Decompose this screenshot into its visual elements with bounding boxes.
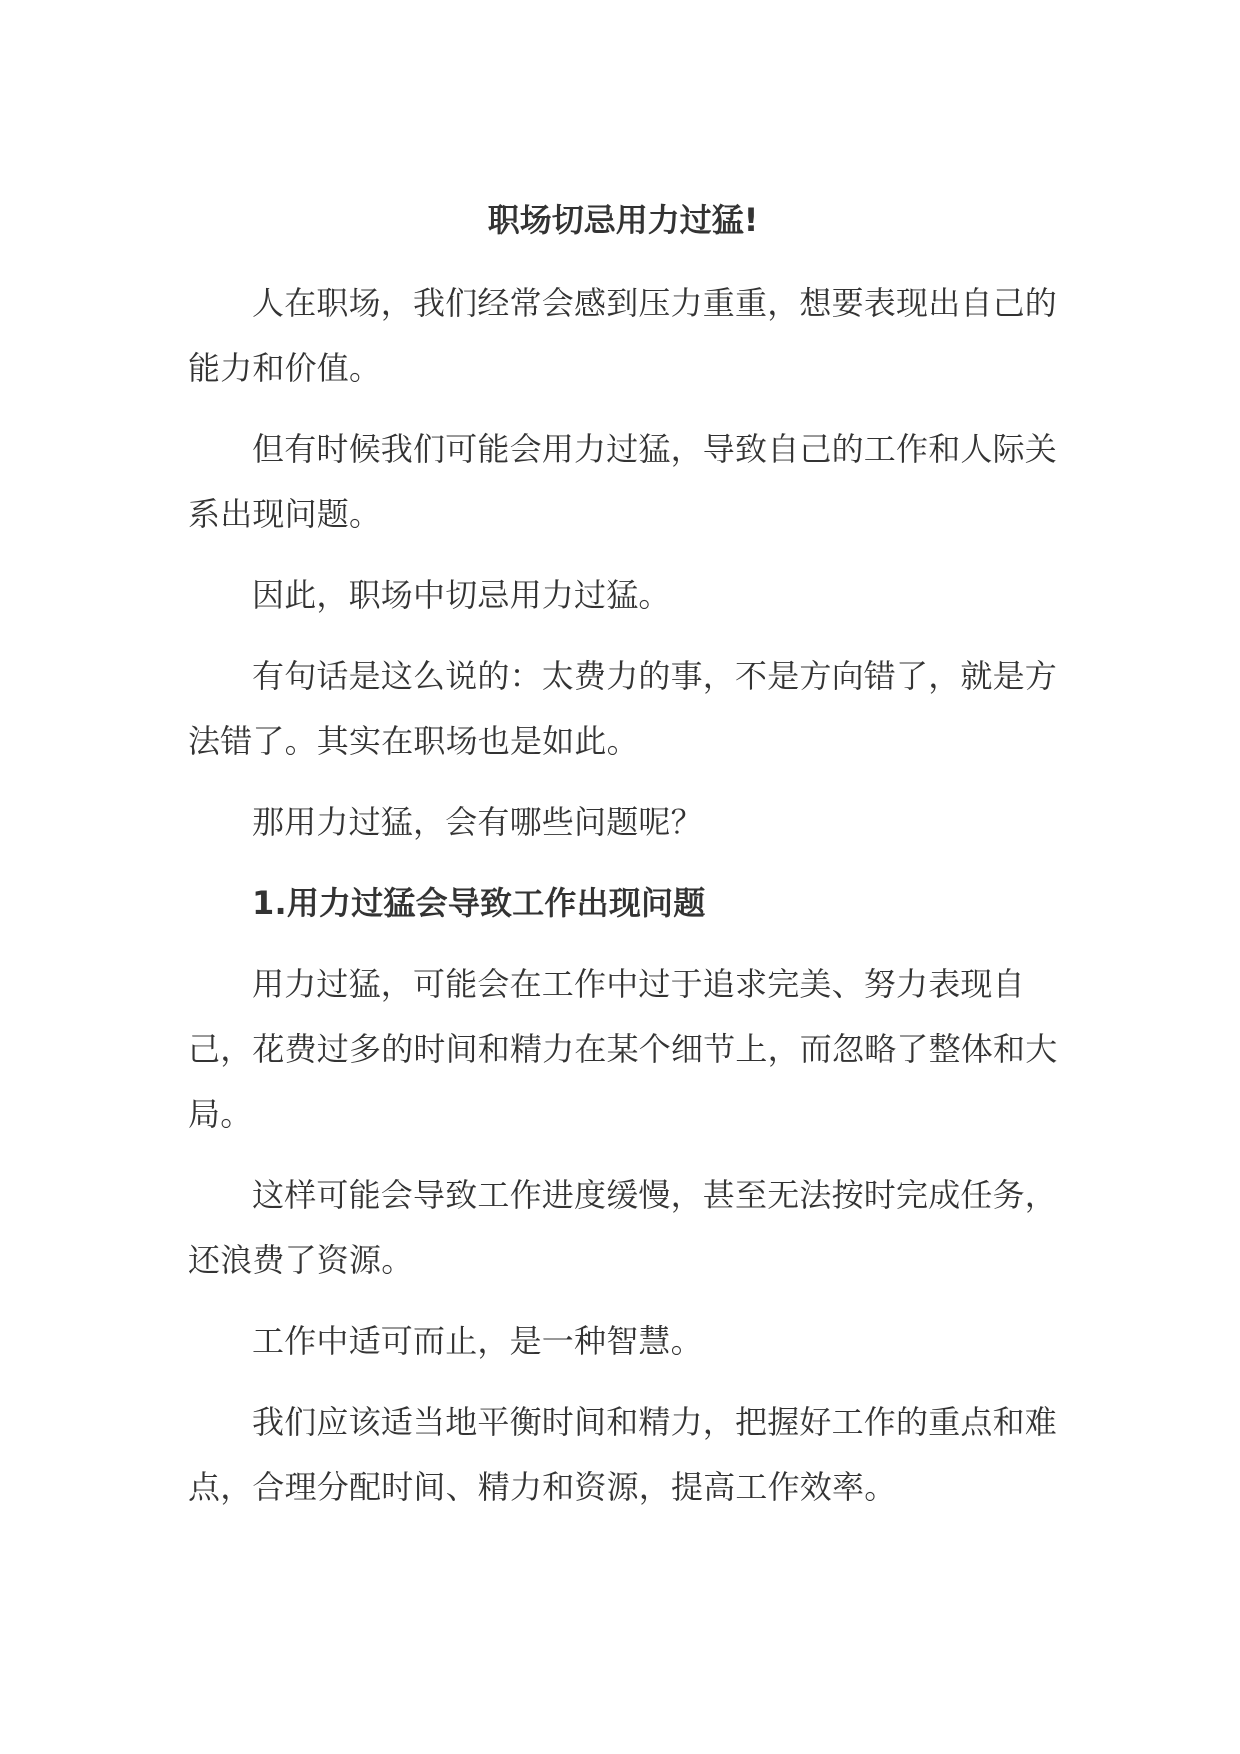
- paragraph-4: 有句话是这么说的：太费力的事，不是方向错了，就是方法错了。其实在职场也是如此。: [188, 657, 1058, 760]
- section-heading-1: 1.用力过猛会导致工作出现问题: [252, 884, 706, 922]
- paragraph-5: 那用力过猛，会有哪些问题呢？: [252, 803, 703, 841]
- paragraph-3: 因此，职场中切忌用力过猛。: [252, 576, 671, 614]
- paragraph-2: 但有时候我们可能会用力过猛，导致自己的工作和人际关系出现问题。: [188, 430, 1058, 533]
- paragraph-6: 用力过猛，可能会在工作中过于追求完美、努力表现自己，花费过多的时间和精力在某个细节上，而忽略了整体和大局。: [188, 965, 1058, 1133]
- paragraph-9: 我们应该适当地平衡时间和精力，把握好工作的重点和难点，合理分配时间、精力和资源，提高工作效率。: [188, 1403, 1058, 1506]
- document-title: 职场切忌用力过猛!: [487, 201, 759, 239]
- document-body: [188, 200, 1058, 1536]
- paragraph-7: 这样可能会导致工作进度缓慢，甚至无法按时完成任务，还浪费了资源。: [188, 1176, 1058, 1279]
- paragraph-8: 工作中适可而止，是一种智慧。: [252, 1322, 703, 1360]
- paragraph-1: 人在职场，我们经常会感到压力重重，想要表现出自己的能力和价值。: [188, 284, 1058, 387]
